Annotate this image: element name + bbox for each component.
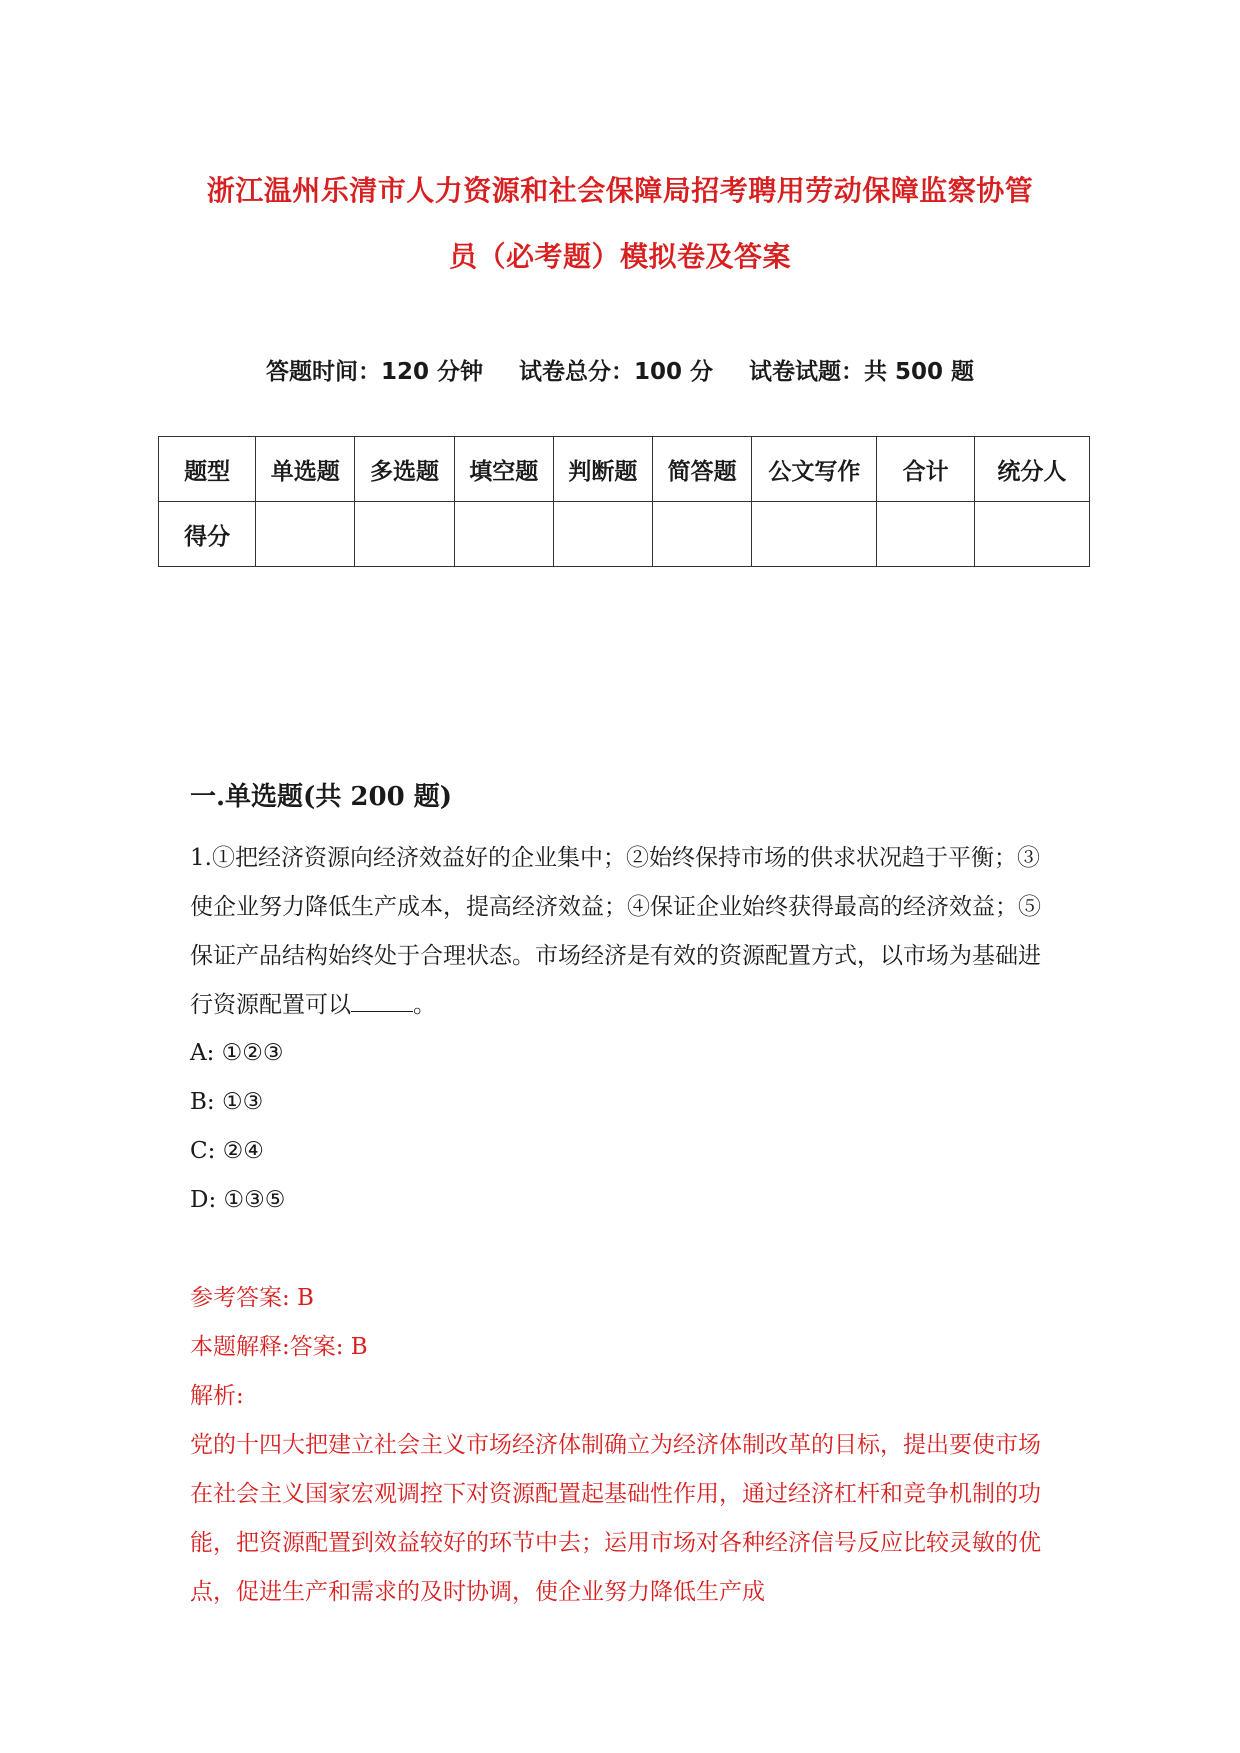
analysis-text: 党的十四大把建立社会主义市场经济体制确立为经济体制改革的目标，提出要使市场在社会主义国家宏观调控下对资源配置起基础性作用，通过经济杠杆和竞争机制的功能，把资源配置到效益较好的环节中去；运用市场对各种经济信号反应比较灵敏的优点，促进生产和需求的及时协调，使企业努力降低生产成 — [190, 1432, 1041, 1605]
question-stem-end: 。 — [413, 992, 436, 1018]
score-input-cell[interactable] — [752, 502, 877, 567]
exam-info — [150, 356, 1090, 388]
answer-blank — [351, 985, 413, 1012]
header-cell-official-writing: 公文写作 — [752, 437, 877, 502]
option-a[interactable]: A: ①②③ — [190, 1040, 284, 1066]
header-cell-short-answer: 简答题 — [653, 437, 752, 502]
header-cell-multiple-choice: 多选题 — [355, 437, 454, 502]
explanation-title: 本题解释:答案: B — [190, 1334, 368, 1360]
title-line-2: 员（必考题）模拟卷及答案 — [448, 240, 791, 273]
exam-question-count: 试卷试题：共 500 题 — [749, 359, 975, 385]
header-cell-true-false: 判断题 — [553, 437, 652, 502]
question-text — [190, 834, 1050, 1030]
section-heading: 一.单选题(共 200 题) — [190, 782, 453, 812]
title-line-1: 浙江温州乐清市人力资源和社会保障局招考聘用劳动保障监察协管 — [206, 174, 1034, 207]
score-input-cell[interactable] — [877, 502, 974, 567]
option-list — [190, 1029, 285, 1225]
exam-total-score: 试卷总分：100 分 — [518, 359, 714, 385]
score-table-score-row — [159, 502, 1090, 567]
score-input-cell[interactable] — [553, 502, 652, 567]
score-input-cell[interactable] — [355, 502, 454, 567]
option-d[interactable]: D: ①③⑤ — [190, 1187, 286, 1213]
score-input-cell[interactable] — [454, 502, 553, 567]
score-table-header-row — [159, 437, 1090, 502]
header-cell-scorer: 统分人 — [974, 437, 1089, 502]
answer-block — [190, 1274, 1050, 1617]
exam-time: 答题时间：120 分钟 — [265, 359, 483, 385]
score-row-label: 得分 — [159, 502, 256, 567]
option-b[interactable]: B: ①③ — [190, 1089, 264, 1115]
header-cell-single-choice: 单选题 — [256, 437, 355, 502]
option-c[interactable]: C: ②④ — [190, 1138, 264, 1164]
header-cell-type: 题型 — [159, 437, 256, 502]
score-table — [158, 436, 1090, 567]
header-cell-total: 合计 — [877, 437, 974, 502]
question-stem: 1.①把经济资源向经济效益好的企业集中；②始终保持市场的供求状况趋于平衡；③使企业努力降低生产成本，提高经济效益；④保证企业始终获得最高的经济效益；⑤保证产品结构始终处于合理状态。市场经济是有效的资源配置方式，以市场为基础进行资源配置可以 — [190, 845, 1041, 1018]
score-input-cell[interactable] — [256, 502, 355, 567]
analysis-label: 解析: — [190, 1383, 244, 1409]
score-input-cell[interactable] — [653, 502, 752, 567]
score-input-cell[interactable] — [974, 502, 1089, 567]
page-title — [150, 158, 1090, 290]
reference-answer: 参考答案: B — [190, 1285, 314, 1311]
header-cell-fill-blank: 填空题 — [454, 437, 553, 502]
